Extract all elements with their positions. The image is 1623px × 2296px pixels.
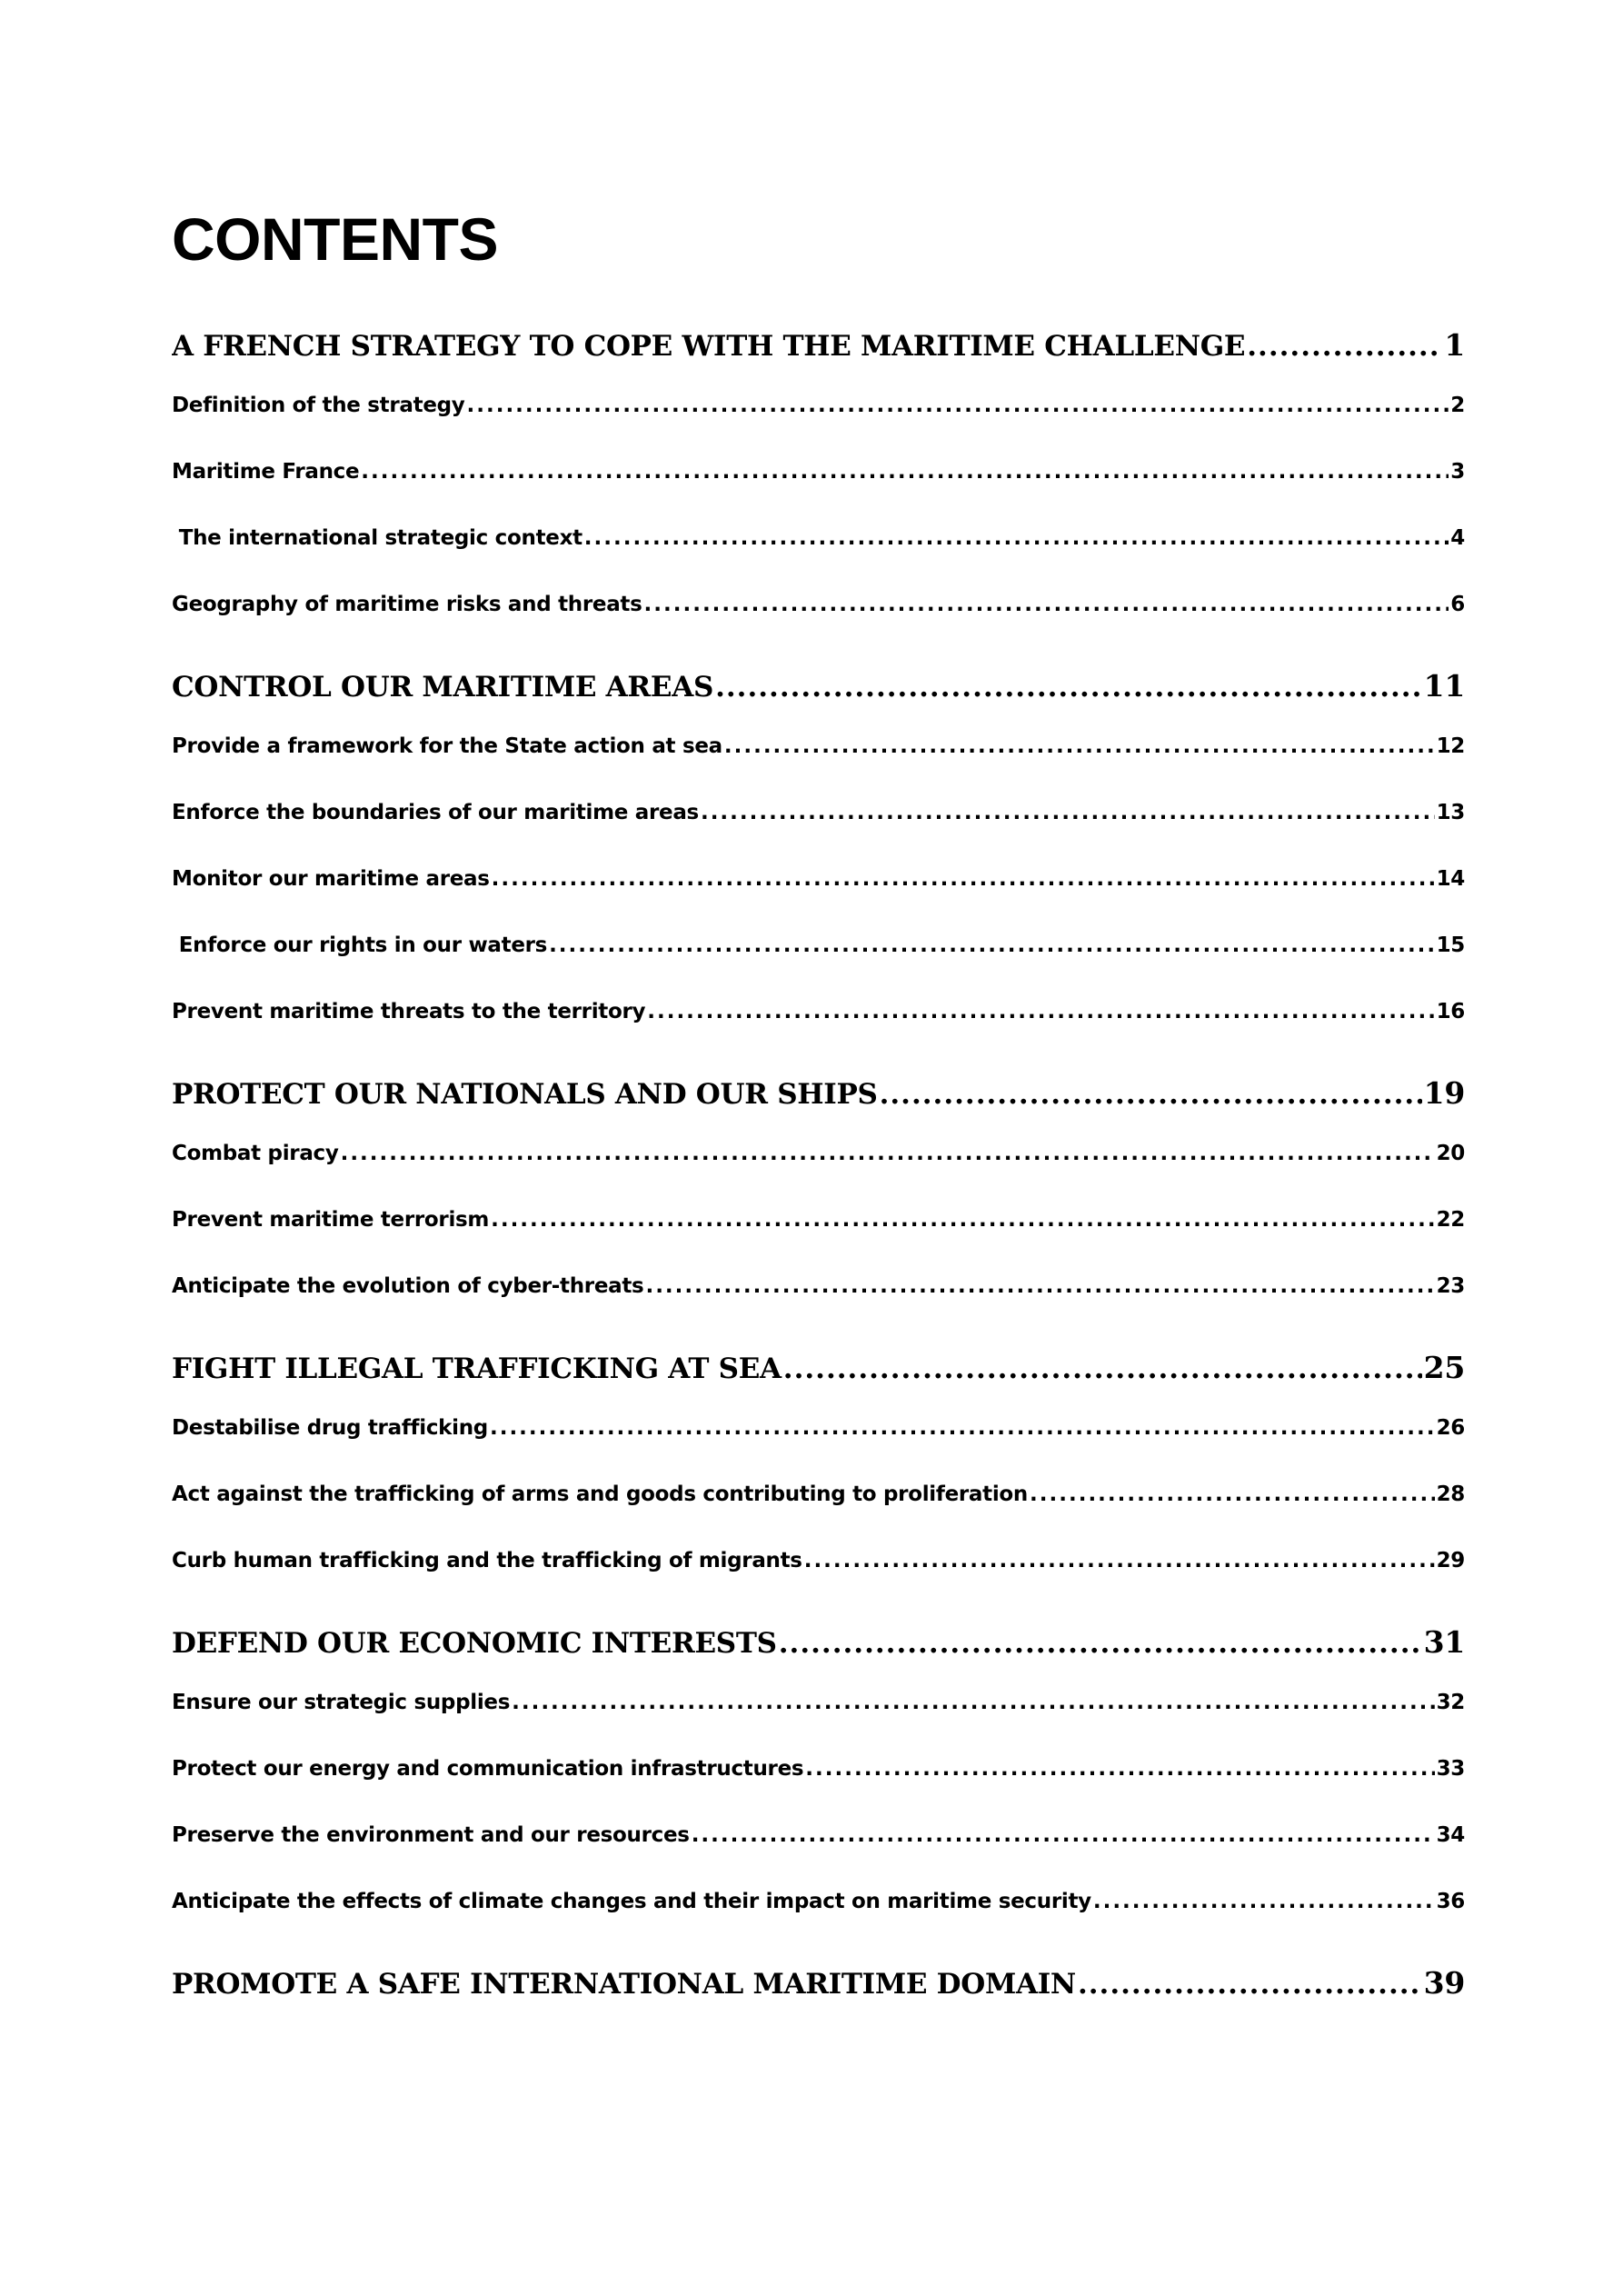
dot-leader [805, 1751, 1434, 1787]
toc-section-title: Definition of the strategy [172, 394, 465, 417]
toc-page-number: 13 [1436, 801, 1465, 824]
toc-section-title: Enforce our rights in our waters [172, 933, 548, 957]
toc-chapter-entry[interactable] [172, 1346, 1465, 1390]
dot-leader [492, 861, 1435, 897]
toc-section-title: Monitor our maritime areas [172, 867, 490, 891]
dot-leader [701, 794, 1435, 831]
toc-section-title: Ensure our strategic supplies [172, 1691, 511, 1714]
toc-chapter-entry[interactable] [172, 664, 1465, 708]
toc-section-title: Curb human trafficking and the trafficking of migrants [172, 1549, 802, 1572]
toc-section-entry[interactable] [172, 1817, 1465, 1883]
toc-page-number: 3 [1450, 460, 1465, 484]
dot-leader [644, 586, 1449, 623]
toc-page-number: 6 [1450, 593, 1465, 616]
dot-leader [512, 1684, 1434, 1721]
toc-section-entry[interactable] [172, 387, 1465, 454]
toc-page-number: 20 [1436, 1142, 1465, 1165]
dot-leader [804, 1542, 1435, 1579]
toc-section-entry[interactable] [172, 454, 1465, 520]
toc-page-number: 4 [1450, 526, 1465, 550]
toc-chapter-entry[interactable] [172, 1072, 1465, 1115]
toc-section-entry[interactable] [172, 1135, 1465, 1202]
dot-leader [692, 1817, 1435, 1853]
dot-leader [1078, 1962, 1422, 2005]
toc-page-number: 28 [1436, 1482, 1465, 1506]
toc-page-number: 32 [1436, 1691, 1465, 1714]
toc-page-number: 31 [1423, 1624, 1465, 1660]
toc-page-number: 36 [1436, 1890, 1465, 1913]
toc-chapter-title: PROTECT OUR NATIONALS AND OUR SHIPS [172, 1078, 878, 1111]
toc-page-number: 34 [1436, 1823, 1465, 1847]
toc-chapter-title: FIGHT ILLEGAL TRAFFICKING AT SEA [172, 1353, 782, 1385]
toc-section-entry[interactable] [172, 1751, 1465, 1817]
toc-section-title: Destabilise drug trafficking [172, 1416, 488, 1440]
dot-leader [783, 1347, 1422, 1390]
toc-section-entry[interactable] [172, 1410, 1465, 1476]
dot-leader [341, 1135, 1435, 1172]
dot-leader [1030, 1476, 1435, 1512]
toc-section-entry[interactable] [172, 794, 1465, 861]
dot-leader [467, 387, 1449, 424]
toc-page-number: 29 [1436, 1549, 1465, 1572]
dot-leader [491, 1202, 1434, 1238]
dot-leader [715, 665, 1422, 708]
toc-section-entry[interactable] [172, 927, 1465, 993]
table-of-contents [172, 324, 1465, 2005]
toc-chapter-title: DEFEND OUR ECONOMIC INTERESTS [172, 1627, 777, 1660]
toc-section-entry[interactable] [172, 1684, 1465, 1751]
toc-page-number: 11 [1423, 668, 1465, 704]
toc-section-title: Enforce the boundaries of our maritime areas [172, 801, 699, 824]
toc-section-title: Anticipate the evolution of cyber-threats [172, 1274, 644, 1298]
toc-section-title: The international strategic context [172, 526, 582, 550]
toc-section-entry[interactable] [172, 520, 1465, 586]
toc-page-number: 16 [1436, 1000, 1465, 1023]
toc-section-title: Act against the trafficking of arms and goods contributing to proliferation [172, 1482, 1029, 1506]
page-title: CONTENTS [172, 205, 498, 273]
toc-section-entry[interactable] [172, 993, 1465, 1030]
toc-section-entry[interactable] [172, 728, 1465, 794]
toc-section-title: Geography of maritime risks and threats [172, 593, 642, 616]
dot-leader [1093, 1883, 1435, 1920]
toc-chapter-title: PROMOTE A SAFE INTERNATIONAL MARITIME DOMAIN [172, 1968, 1076, 2001]
toc-chapter-title: CONTROL OUR MARITIME AREAS [172, 671, 714, 704]
toc-section-entry[interactable] [172, 1883, 1465, 1920]
toc-section-entry[interactable] [172, 1202, 1465, 1268]
dot-leader [880, 1073, 1422, 1115]
dot-leader [490, 1410, 1435, 1446]
dot-leader [724, 728, 1435, 764]
toc-section-title: Combat piracy [172, 1142, 339, 1165]
toc-page-number: 22 [1436, 1208, 1465, 1232]
toc-chapter-entry[interactable] [172, 1962, 1465, 2005]
toc-chapter-entry[interactable] [172, 324, 1465, 367]
toc-section-title: Preserve the environment and our resources [172, 1823, 690, 1847]
toc-chapter-title: A FRENCH STRATEGY TO COPE WITH THE MARITIME CHALLENGE [172, 330, 1246, 363]
dot-leader [779, 1622, 1422, 1664]
toc-section-title: Anticipate the effects of climate changes and their impact on maritime security [172, 1890, 1091, 1913]
dot-leader [1247, 324, 1442, 367]
dot-leader [361, 454, 1449, 490]
toc-section-entry[interactable] [172, 586, 1465, 623]
toc-chapter-entry[interactable] [172, 1621, 1465, 1664]
document-page [172, 205, 1465, 2025]
toc-page-number: 23 [1436, 1274, 1465, 1298]
toc-section-title: Prevent maritime terrorism [172, 1208, 490, 1232]
toc-page-number: 19 [1423, 1075, 1465, 1111]
toc-page-number: 26 [1436, 1416, 1465, 1440]
toc-section-entry[interactable] [172, 1268, 1465, 1304]
toc-section-entry[interactable] [172, 861, 1465, 927]
dot-leader [549, 927, 1435, 963]
toc-page-number: 25 [1423, 1350, 1465, 1385]
toc-section-entry[interactable] [172, 1476, 1465, 1542]
toc-section-title: Provide a framework for the State action at sea [172, 734, 722, 758]
toc-section-title: Maritime France [172, 460, 360, 484]
toc-page-number: 2 [1450, 394, 1465, 417]
toc-section-title: Prevent maritime threats to the territory [172, 1000, 646, 1023]
toc-page-number: 1 [1444, 327, 1465, 363]
dot-leader [584, 520, 1449, 556]
toc-page-number: 12 [1436, 734, 1465, 758]
toc-section-title: Protect our energy and communication infrastructures [172, 1757, 804, 1781]
toc-page-number: 14 [1436, 867, 1465, 891]
toc-page-number: 33 [1436, 1757, 1465, 1781]
dot-leader [645, 1268, 1434, 1304]
dot-leader [647, 993, 1434, 1030]
toc-page-number: 15 [1436, 933, 1465, 957]
toc-section-entry[interactable] [172, 1542, 1465, 1579]
toc-page-number: 39 [1423, 1965, 1465, 2001]
